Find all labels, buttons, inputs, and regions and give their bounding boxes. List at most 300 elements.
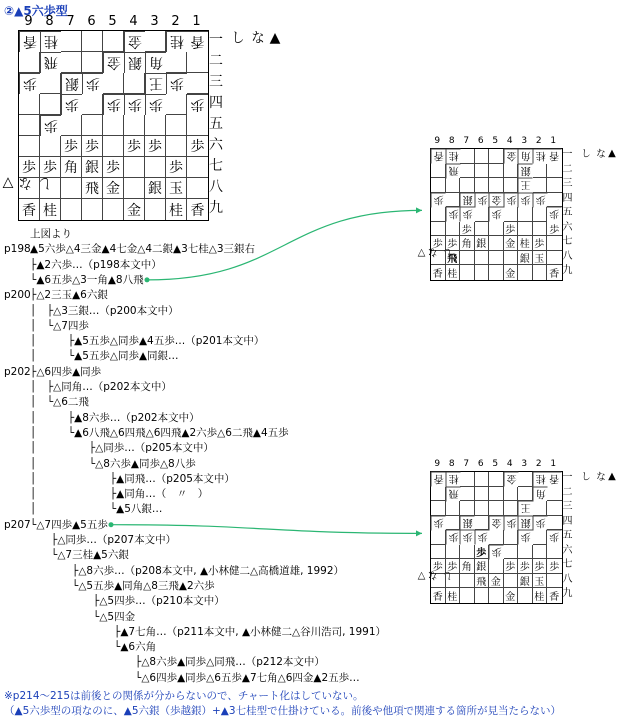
tree-line: │ ├▲5五歩△同歩▲4五歩…（p201本文中） <box>30 335 265 348</box>
tree-line: ▲5六歩△4三金▲4七金△4二銀▲3七桂△3三銀右 <box>30 243 256 256</box>
piece: 王 <box>145 73 166 94</box>
piece: 金 <box>124 31 145 52</box>
piece: 香 <box>431 149 446 164</box>
column-label: 1 <box>550 136 557 146</box>
empty-square <box>533 178 548 193</box>
empty-square <box>475 164 490 179</box>
empty-square <box>547 236 562 251</box>
tree-line: │ └△7四歩 <box>30 319 89 332</box>
column-label: 7 <box>463 459 470 469</box>
piece: 桂 <box>40 199 61 220</box>
empty-square <box>504 164 519 179</box>
row-label: 七 <box>562 236 573 247</box>
piece: 飛 <box>446 487 461 502</box>
tree-line: │ └▲5五歩△同歩▲同銀… <box>30 350 179 363</box>
empty-square <box>547 164 562 179</box>
sente-hand: ▲なし <box>229 30 283 46</box>
tree-line: ├△8六歩▲同歩△同飛…（p212本文中） <box>30 656 325 669</box>
empty-square <box>61 199 82 220</box>
empty-square <box>40 94 61 115</box>
empty-square <box>533 222 548 237</box>
empty-square <box>475 487 490 502</box>
row-labels <box>209 30 223 219</box>
empty-square <box>504 207 519 222</box>
empty-square <box>19 115 40 136</box>
column-label: 9 <box>434 459 441 469</box>
empty-square <box>533 164 548 179</box>
piece: 桂 <box>446 472 461 487</box>
empty-square <box>460 149 475 164</box>
empty-square <box>82 94 103 115</box>
piece: 歩 <box>166 157 187 178</box>
empty-square <box>187 115 208 136</box>
piece: 角 <box>518 149 533 164</box>
column-label: 5 <box>108 14 117 29</box>
tree-line: │ ├△同角…（p202本文中） <box>30 381 172 393</box>
empty-square <box>187 52 208 73</box>
piece: 香 <box>19 31 40 52</box>
piece: 歩 <box>431 236 446 251</box>
row-label: 一 <box>562 149 573 160</box>
piece: 歩 <box>547 559 562 574</box>
row-label: 四 <box>562 192 573 204</box>
tree-line: ├△2三玉▲6六銀 <box>30 289 108 302</box>
page-ref: p198 <box>4 243 31 256</box>
column-labels <box>430 136 561 146</box>
piece: 銀 <box>82 157 103 178</box>
page-ref: p207 <box>4 518 31 531</box>
piece: 香 <box>547 472 562 487</box>
piece: 飛 <box>446 164 461 179</box>
piece: 金 <box>504 588 519 603</box>
column-label: 8 <box>45 14 54 29</box>
piece: 香 <box>431 265 446 280</box>
piece: 歩 <box>145 136 166 157</box>
row-label: 三 <box>562 501 573 512</box>
piece: 玉 <box>533 574 548 589</box>
empty-square <box>145 115 166 136</box>
piece: 飛 <box>40 52 61 73</box>
column-label: 3 <box>150 14 159 29</box>
piece: 歩 <box>40 157 61 178</box>
piece: 歩 <box>431 559 446 574</box>
page-ref: p200 <box>4 289 31 302</box>
row-label: 二 <box>562 486 573 498</box>
empty-square <box>187 178 208 199</box>
empty-square <box>504 574 519 589</box>
piece: 香 <box>547 149 562 164</box>
piece: 歩 <box>533 193 548 208</box>
empty-square <box>547 193 562 208</box>
piece: 金 <box>504 265 519 280</box>
empty-square <box>460 265 475 280</box>
empty-square <box>431 222 446 237</box>
empty-square <box>504 178 519 193</box>
row-label: 八 <box>562 250 573 262</box>
empty-square <box>187 73 208 94</box>
row-label: 五 <box>562 530 573 541</box>
empty-square <box>475 222 490 237</box>
tree-line: ├△6四歩▲同歩 <box>30 365 102 378</box>
connector-to-board-2-dot <box>145 277 150 282</box>
piece: 金 <box>103 178 124 199</box>
empty-square <box>475 501 490 516</box>
row-label: 八 <box>562 573 573 585</box>
piece: 角 <box>145 52 166 73</box>
piece: 桂 <box>518 236 533 251</box>
tree-line: └▲6五歩△3一角▲8八飛 <box>30 273 144 286</box>
connector-to-board-3-dot <box>109 522 114 527</box>
empty-square <box>166 115 187 136</box>
piece: 歩 <box>145 94 166 115</box>
empty-square <box>547 501 562 516</box>
piece: 歩 <box>187 136 208 157</box>
empty-square <box>489 487 504 502</box>
empty-square <box>475 516 490 531</box>
connector-to-board-2-arrowhead <box>416 207 422 213</box>
connector-to-board-3 <box>111 525 422 534</box>
piece: 桂 <box>533 588 548 603</box>
empty-square <box>475 178 490 193</box>
piece: 銀 <box>475 236 490 251</box>
empty-square <box>61 52 82 73</box>
piece: 歩 <box>82 73 103 94</box>
footnote: （▲5六歩型の項なのに、▲5六銀（歩越銀）+▲3七桂型で仕掛けている。前後や他項で関連する箇所が見当たらない） <box>4 705 562 717</box>
piece: 歩 <box>504 222 519 237</box>
tree-line: └△5四金 <box>30 610 136 623</box>
piece: 歩 <box>431 193 446 208</box>
tree-line: │ └△8六歩▲同歩△8八歩 <box>30 457 196 470</box>
row-label: 九 <box>209 200 223 216</box>
board-grid <box>18 30 209 221</box>
empty-square <box>431 164 446 179</box>
empty-square <box>460 574 475 589</box>
sente-hand: ▲なし <box>578 471 618 482</box>
empty-square <box>82 52 103 73</box>
empty-square <box>475 265 490 280</box>
empty-square <box>431 545 446 560</box>
piece: 歩 <box>533 559 548 574</box>
piece: 銀 <box>460 516 475 531</box>
empty-square <box>19 136 40 157</box>
row-label: 六 <box>562 221 573 233</box>
column-label: 2 <box>535 136 542 146</box>
row-label: 九 <box>562 265 573 276</box>
tree-line: │ ├▲同飛…（p205本文中） <box>30 472 235 485</box>
tree-line: ├△同歩…（p207本文中） <box>30 534 177 546</box>
empty-square <box>460 501 475 516</box>
empty-square <box>103 199 124 220</box>
piece: 歩 <box>460 530 475 545</box>
piece: 銀 <box>475 559 490 574</box>
empty-square <box>533 530 548 545</box>
piece: 歩 <box>504 516 519 531</box>
piece: 桂 <box>40 31 61 52</box>
empty-square <box>145 157 166 178</box>
piece: 香 <box>187 31 208 52</box>
empty-square <box>533 265 548 280</box>
empty-square <box>431 207 446 222</box>
empty-square <box>547 178 562 193</box>
piece: 歩 <box>446 207 461 222</box>
empty-square <box>547 545 562 560</box>
empty-square <box>460 251 475 266</box>
empty-square <box>82 31 103 52</box>
piece: 歩 <box>518 193 533 208</box>
column-label: 4 <box>506 136 513 146</box>
tree-line: └△7三桂▲5六銀 <box>30 549 129 562</box>
empty-square <box>504 487 519 502</box>
board-grid <box>430 148 563 281</box>
empty-square <box>460 178 475 193</box>
tree-line: │ └▲5八銀… <box>30 503 163 516</box>
piece: 飛 <box>82 178 103 199</box>
empty-square <box>446 178 461 193</box>
piece: 香 <box>431 472 446 487</box>
column-label: 1 <box>550 459 557 469</box>
piece: 歩 <box>61 94 82 115</box>
empty-square <box>145 199 166 220</box>
empty-square <box>518 588 533 603</box>
piece: 金 <box>489 516 504 531</box>
column-labels <box>18 14 207 29</box>
piece: 歩 <box>489 207 504 222</box>
empty-square <box>518 545 533 560</box>
empty-square <box>166 94 187 115</box>
empty-square <box>61 178 82 199</box>
piece: 角 <box>533 487 548 502</box>
empty-square <box>504 501 519 516</box>
empty-square <box>460 545 475 560</box>
tree-line: ├△8六歩…（p208本文中, ▲小林健二△高橋道雄, 1992） <box>30 564 345 577</box>
row-labels <box>563 148 573 279</box>
empty-square <box>489 501 504 516</box>
empty-square <box>489 472 504 487</box>
piece: 角 <box>61 157 82 178</box>
row-label: 五 <box>209 116 223 132</box>
empty-square <box>431 487 446 502</box>
piece: 金 <box>489 193 504 208</box>
empty-square <box>166 52 187 73</box>
row-label: 一 <box>562 472 573 483</box>
empty-square <box>431 178 446 193</box>
row-label: 四 <box>209 95 223 111</box>
empty-square <box>19 52 40 73</box>
piece: 歩 <box>103 94 124 115</box>
column-label: 9 <box>434 136 441 146</box>
empty-square <box>446 193 461 208</box>
tree-line: │ └△6二飛 <box>30 396 89 409</box>
piece: 歩 <box>187 94 208 115</box>
piece: 歩 <box>460 207 475 222</box>
piece: 銀 <box>518 574 533 589</box>
piece: 歩 <box>446 530 461 545</box>
column-labels <box>430 459 561 469</box>
empty-square <box>489 222 504 237</box>
empty-square <box>431 530 446 545</box>
tree-line: ├△5四歩…（p210本文中） <box>30 595 225 608</box>
empty-square <box>460 164 475 179</box>
empty-square <box>82 115 103 136</box>
column-label: 4 <box>129 14 138 29</box>
row-label: 四 <box>562 515 573 527</box>
gote-hand: ▽なし <box>416 246 455 258</box>
row-label: 三 <box>562 178 573 189</box>
piece: 歩 <box>124 94 145 115</box>
piece: 香 <box>549 268 560 280</box>
piece: 銀 <box>518 251 533 266</box>
piece: 香 <box>19 199 40 220</box>
piece: 桂 <box>533 149 548 164</box>
tree-line: └△5五歩▲同角△8三飛▲2六歩 <box>30 579 215 592</box>
empty-square <box>103 136 124 157</box>
tree-line: └▲6六角 <box>30 641 157 654</box>
empty-square <box>547 574 562 589</box>
column-label: 6 <box>477 136 484 146</box>
piece: 歩 <box>547 530 562 545</box>
tree-line: │ ├△同歩…（p205本文中） <box>30 442 214 455</box>
empty-square <box>489 178 504 193</box>
empty-square <box>166 136 187 157</box>
empty-square <box>547 516 562 531</box>
row-label: 七 <box>562 559 573 570</box>
empty-square <box>61 115 82 136</box>
empty-square <box>446 545 461 560</box>
empty-square <box>547 251 562 266</box>
piece: 歩 <box>518 559 533 574</box>
empty-square <box>446 516 461 531</box>
piece: 歩 <box>475 530 490 545</box>
empty-square <box>124 157 145 178</box>
column-label: 8 <box>448 136 455 146</box>
piece: 歩 <box>547 207 562 222</box>
gote-hand: ▽なし <box>416 569 455 581</box>
empty-square <box>431 501 446 516</box>
piece: 歩 <box>504 559 519 574</box>
piece: 歩 <box>533 236 548 251</box>
row-label: 八 <box>209 179 223 195</box>
piece: 香 <box>190 202 205 219</box>
tree-line: │ ├△3三銀…（p200本文中） <box>30 304 179 317</box>
piece: 銀 <box>518 516 533 531</box>
empty-square <box>124 73 145 94</box>
empty-square <box>489 530 504 545</box>
empty-square <box>518 207 533 222</box>
empty-square <box>446 222 461 237</box>
empty-square <box>504 251 519 266</box>
empty-square <box>475 588 490 603</box>
sente-hand: ▲なし <box>578 148 618 159</box>
empty-square <box>475 207 490 222</box>
column-label: 6 <box>87 14 96 29</box>
piece: 角 <box>460 236 475 251</box>
column-label: 5 <box>492 459 499 469</box>
column-label: 3 <box>521 459 528 469</box>
empty-square <box>124 178 145 199</box>
empty-square <box>61 31 82 52</box>
piece: 歩 <box>475 193 490 208</box>
tree-line: │ └▲6八飛△6四飛△6四飛▲2六歩△6二飛▲4五歩 <box>30 426 289 439</box>
piece: 歩 <box>40 115 61 136</box>
piece: 銀 <box>61 73 82 94</box>
column-label: 8 <box>448 459 455 469</box>
empty-square <box>489 236 504 251</box>
empty-square <box>489 588 504 603</box>
piece: 銀 <box>124 52 145 73</box>
tree-line: └△6四歩▲同歩△6五歩▲7七角△6四金▲2五歩… <box>30 671 360 684</box>
empty-square <box>446 501 461 516</box>
piece: 銀 <box>518 164 533 179</box>
column-label: 4 <box>506 459 513 469</box>
piece: 桂 <box>533 472 548 487</box>
column-label: 7 <box>66 14 75 29</box>
empty-square <box>504 545 519 560</box>
piece: 歩 <box>446 559 461 574</box>
column-label: 6 <box>477 459 484 469</box>
piece: 桂 <box>446 149 461 164</box>
piece: 歩 <box>533 516 548 531</box>
row-label: 三 <box>209 74 223 90</box>
piece: 歩 <box>504 193 519 208</box>
footnote: ※p214〜215は前後との関係が分からないので、チャート化はしていない。 <box>4 690 364 702</box>
page-ref: p202 <box>4 365 31 378</box>
row-label: 二 <box>209 53 223 69</box>
column-label: 9 <box>24 14 33 29</box>
column-label: 7 <box>463 136 470 146</box>
piece: 角 <box>460 559 475 574</box>
tree-start-label: 上図より <box>30 228 72 240</box>
piece: 王 <box>518 178 533 193</box>
piece: 金 <box>124 199 145 220</box>
empty-square <box>547 487 562 502</box>
empty-square <box>475 149 490 164</box>
piece: 歩 <box>19 157 40 178</box>
tree-line: │ ├▲8六歩…（p202本文中） <box>30 411 200 424</box>
row-label: 九 <box>562 588 573 599</box>
empty-square <box>504 530 519 545</box>
piece: 桂 <box>166 31 187 52</box>
piece: 金 <box>103 52 124 73</box>
connector-to-board-3-arrowhead <box>416 530 422 536</box>
piece: 銀 <box>460 193 475 208</box>
piece: 飛 <box>446 251 461 266</box>
piece: 金 <box>504 472 519 487</box>
empty-square <box>518 222 533 237</box>
piece: 桂 <box>166 199 187 220</box>
piece: 金 <box>504 149 519 164</box>
tree-line: ├▲2六歩…（p198本文中） <box>30 258 162 271</box>
gote-hand: ▽なし <box>0 175 54 191</box>
empty-square <box>187 157 208 178</box>
column-label: 2 <box>171 14 180 29</box>
empty-square <box>145 31 166 52</box>
piece: 歩 <box>103 157 124 178</box>
piece: 銀 <box>145 178 166 199</box>
tree-line: └△7四歩▲5五歩 <box>30 518 108 531</box>
piece: 歩 <box>431 516 446 531</box>
piece: 香 <box>431 588 446 603</box>
empty-square <box>40 73 61 94</box>
empty-square <box>533 207 548 222</box>
empty-square <box>489 559 504 574</box>
column-label: 2 <box>535 459 542 469</box>
board-grid <box>430 471 563 604</box>
piece: 金 <box>489 574 504 589</box>
empty-square <box>82 199 103 220</box>
tree-line: │ ├▲同角…（ 〃 ） <box>30 488 209 501</box>
empty-square <box>489 164 504 179</box>
tree-line: ├▲7七角…（p211本文中, ▲小林健二△谷川浩司, 1991） <box>30 625 387 638</box>
